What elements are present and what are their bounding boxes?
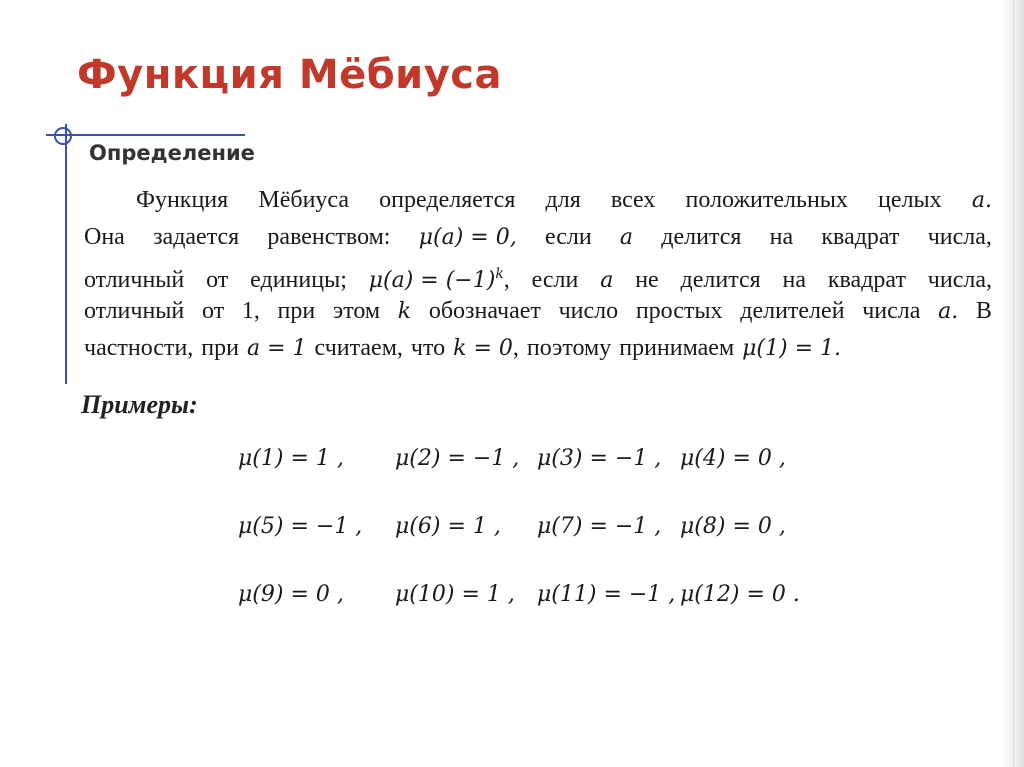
word: единицы; <box>250 267 347 293</box>
horizontal-rule <box>46 134 245 136</box>
definition-line-1 <box>84 182 992 219</box>
word: целых <box>878 187 942 213</box>
examples-grid <box>238 424 800 628</box>
formula: a. <box>971 188 992 213</box>
word: задается <box>153 224 240 250</box>
word: Она <box>84 224 125 250</box>
example-formula: μ(5) = −1 , <box>238 513 363 539</box>
word: на <box>782 267 807 293</box>
definition-heading: Определение <box>89 141 255 165</box>
word: принимаем <box>619 335 735 361</box>
word: положительных <box>685 187 848 213</box>
word: делителей <box>740 298 845 324</box>
formula: a. <box>938 299 959 324</box>
word: этом <box>332 298 381 324</box>
circle-marker-icon <box>54 127 72 145</box>
formula: k = 0 <box>453 336 513 361</box>
word: число <box>558 298 619 324</box>
word: при <box>277 298 316 324</box>
word: определяется <box>379 187 516 213</box>
word: отличный <box>84 267 185 293</box>
word: от <box>201 298 225 324</box>
word: считаем, <box>314 335 403 361</box>
word: при <box>201 335 239 361</box>
definition-body <box>84 182 992 367</box>
formula: μ(1) = 1. <box>742 336 841 361</box>
word: не <box>635 267 659 293</box>
vertical-rule <box>65 124 67 384</box>
word: Функция <box>136 187 229 213</box>
word: делится <box>680 267 761 293</box>
word: если <box>544 224 592 250</box>
definition-line-5 <box>84 330 992 367</box>
word: делится <box>661 224 742 250</box>
word: отличный <box>84 298 185 324</box>
word: 1, <box>241 298 260 324</box>
word: для <box>545 187 581 213</box>
example-formula: μ(8) = 0 , <box>680 513 786 539</box>
word: всех <box>610 187 656 213</box>
word: В <box>975 298 992 324</box>
punctuation: , <box>503 267 510 293</box>
word: равенством: <box>267 224 391 250</box>
example-formula: μ(2) = −1 , <box>395 445 520 471</box>
word: простых <box>635 298 723 324</box>
formula-exponent: k <box>495 266 504 282</box>
definition-line-3 <box>84 256 992 293</box>
example-formula: μ(6) = 1 , <box>395 513 501 539</box>
word: поэтому <box>526 335 612 361</box>
formula: μ(a) = 0, <box>418 225 517 250</box>
word: на <box>769 224 794 250</box>
word: если <box>531 267 579 293</box>
word: обозначает <box>428 298 541 324</box>
punctuation: , <box>512 335 519 361</box>
example-formula: μ(1) = 1 , <box>238 445 344 471</box>
word: числа, <box>927 224 992 250</box>
word: квадрат <box>827 267 906 293</box>
example-formula: μ(10) = 1 , <box>395 581 515 607</box>
examples-heading: Примеры: <box>81 390 198 419</box>
definition-line-2 <box>84 219 992 256</box>
formula: a <box>619 225 634 250</box>
example-formula: μ(9) = 0 , <box>238 581 344 607</box>
word: числа, <box>927 267 992 293</box>
formula-group <box>453 330 519 367</box>
formula: μ(a) = (−1) <box>368 268 496 293</box>
word: от <box>206 267 229 293</box>
word: что <box>410 335 446 361</box>
word: частности, <box>84 335 194 361</box>
example-formula: μ(4) = 0 , <box>680 445 786 471</box>
example-formula: μ(7) = −1 , <box>537 513 662 539</box>
slide-title: Функция Мёбиуса <box>77 52 502 98</box>
word: Мёбиуса <box>258 187 350 213</box>
formula: a <box>600 268 614 293</box>
formula: k <box>397 299 412 324</box>
example-formula: μ(12) = 0 . <box>680 581 800 607</box>
word: квадрат <box>821 224 900 250</box>
formula: a = 1 <box>246 336 307 361</box>
page-edge-line <box>1013 0 1014 767</box>
example-formula: μ(11) = −1 , <box>537 581 676 607</box>
word: числа <box>862 298 921 324</box>
example-formula: μ(3) = −1 , <box>537 445 662 471</box>
